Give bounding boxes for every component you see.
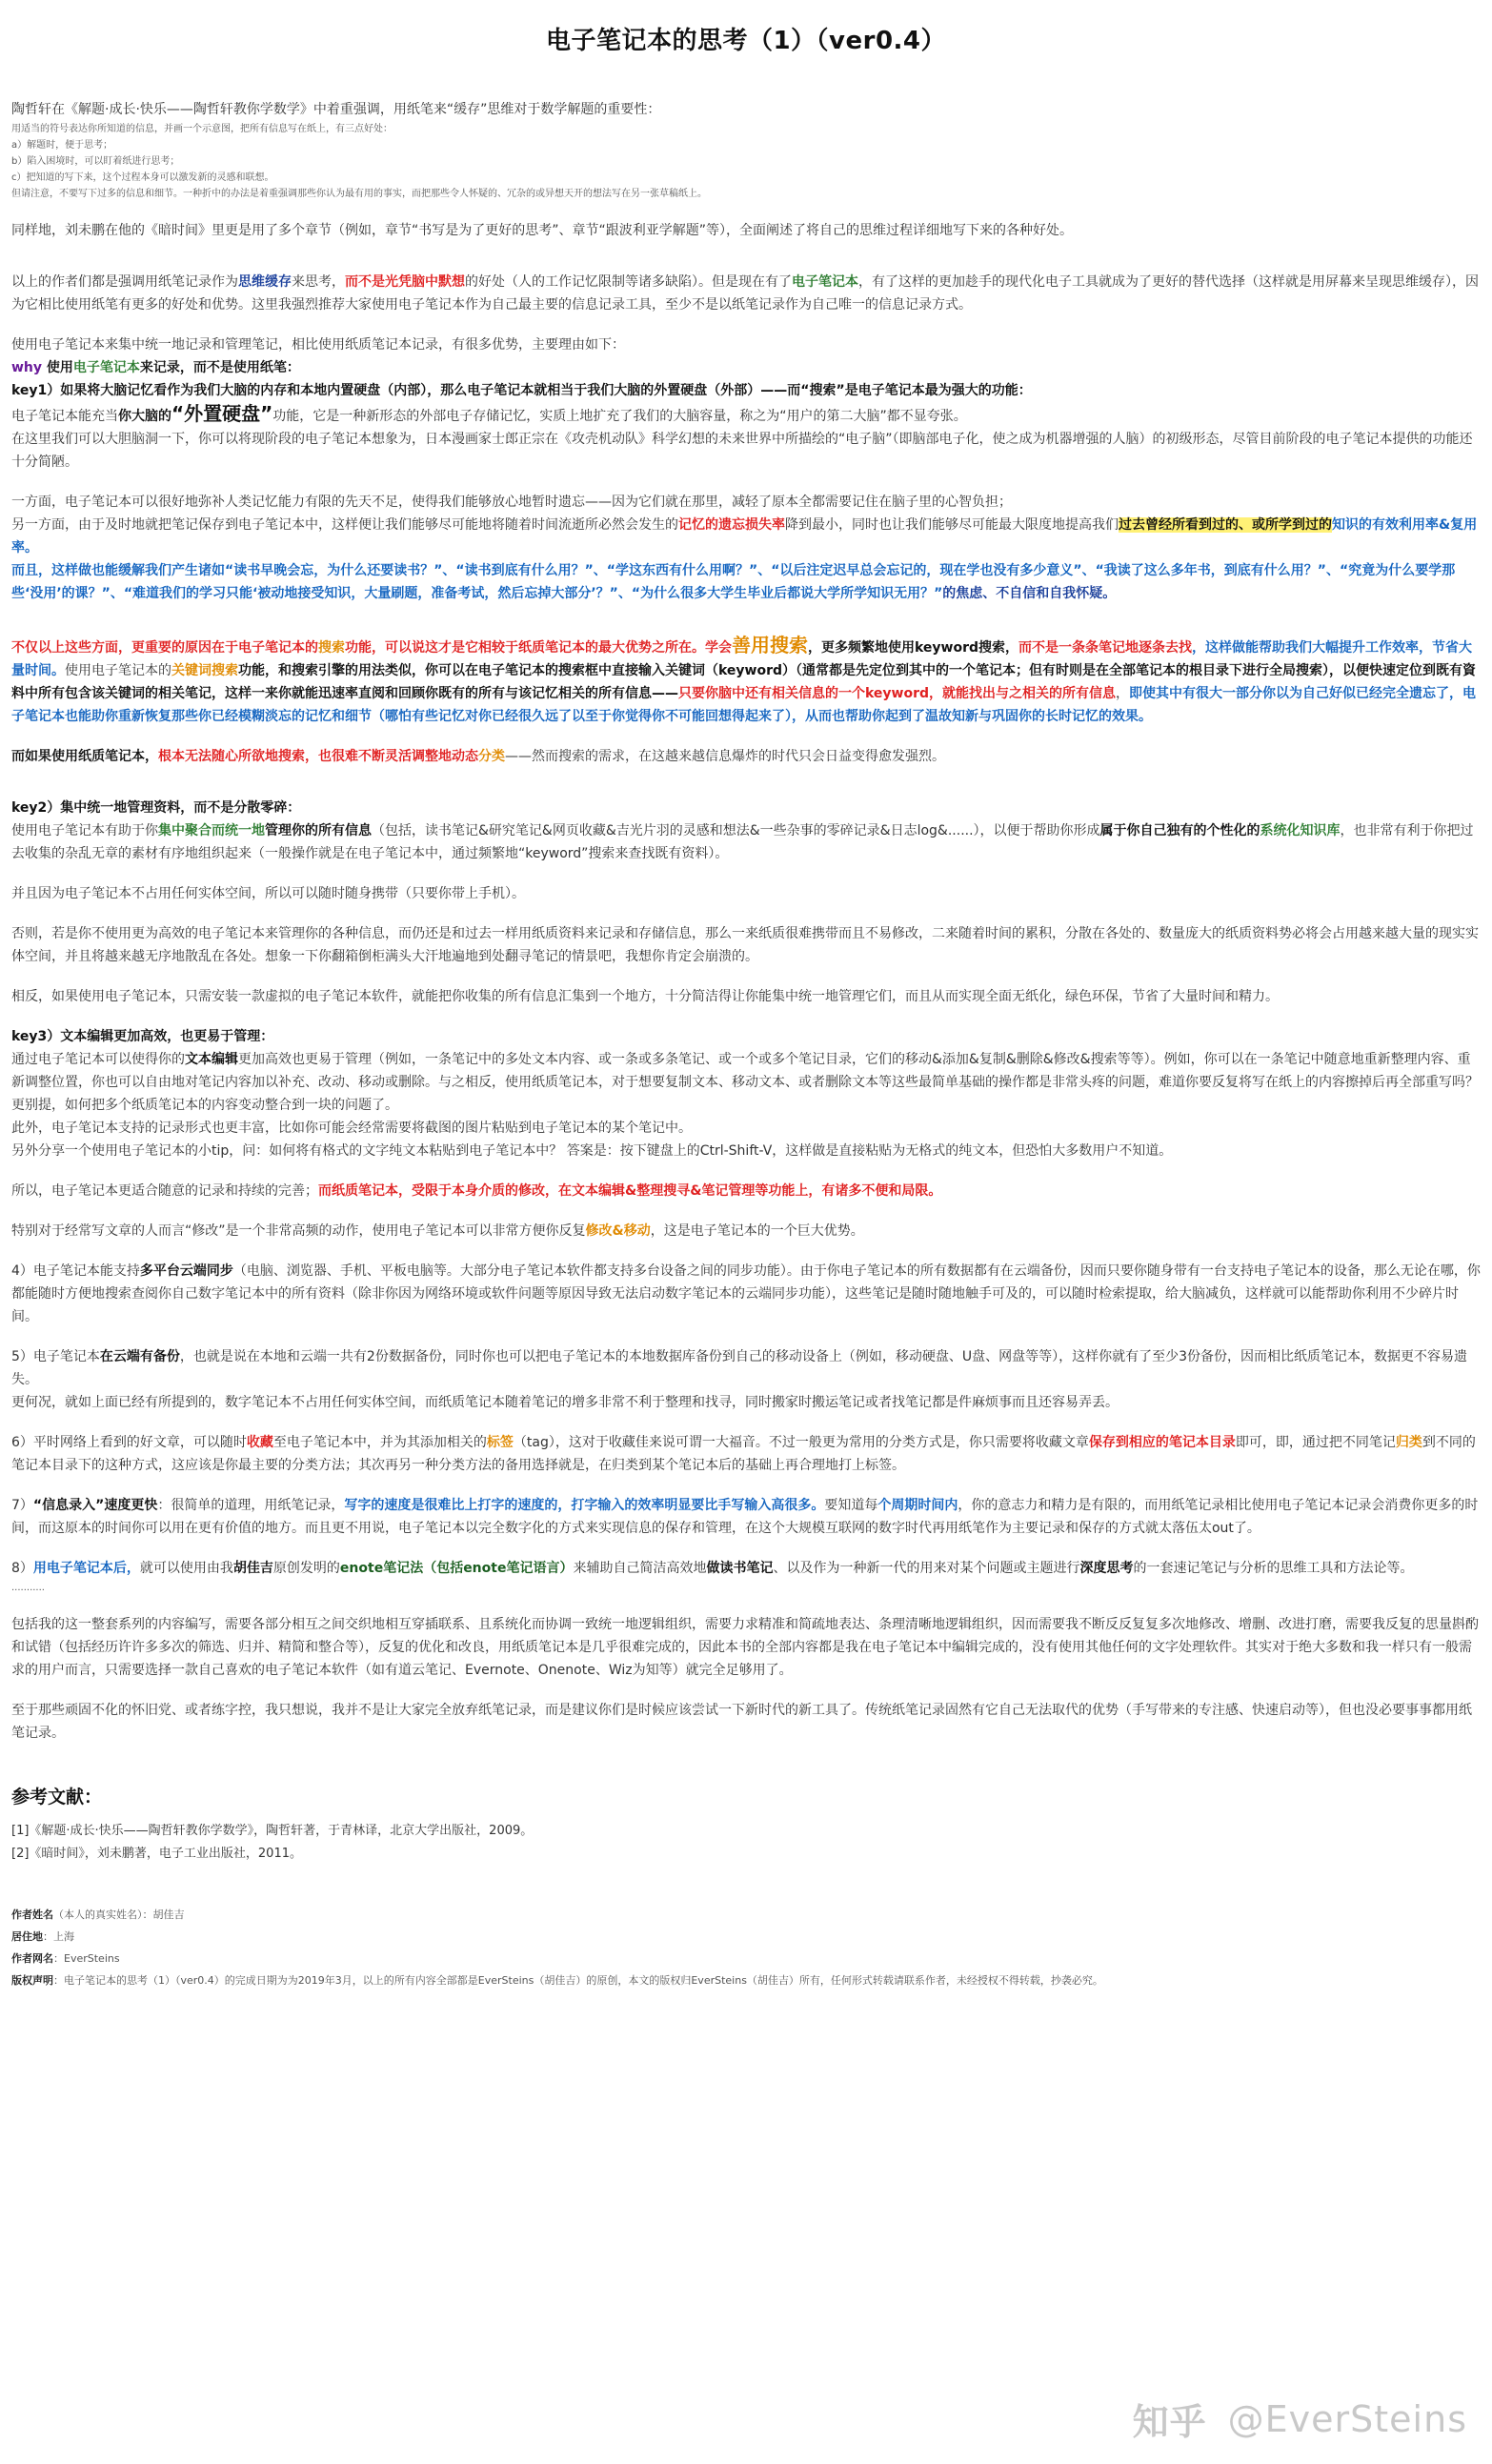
point-7: 7）“信息录入”速度更快：很简单的道理，用纸笔记录，写字的速度是很难比上打字的速度的，打字输入的效率明显要比手写输入高很多。要知道每个周期时间内，你的意志力和精力是有限的，而用纸笔记录相比使用电子笔记本记录会消费你更多的时间，而这原本的时间你可以用在更有价值的地方。而且更不用说，电子笔记本以完全数字化的方式来实现信息的保存和管理，在这个大规模互联网的数字时代再用纸笔作为主要记录和保存的方式就太落伍太out了。 [11, 1498, 1479, 1536]
intro-quote-line: a）解题时，便于思考； [11, 140, 113, 151]
key3-heading: key3）文本编辑更加高效，也更易于管理： [11, 1029, 274, 1044]
references-section [11, 1783, 1481, 1866]
reference-item: [2]《暗时间》，刘未鹏著，电子工业出版社，2011。 [11, 1847, 302, 1861]
intro-quote-line: c）把知道的写下来，这个过程本身可以激发新的灵感和联想。 [11, 172, 274, 183]
author-home: 居住地：上海 [11, 1930, 74, 1943]
point-5: 5）电子笔记本在云端有备份，也就是说在本地和云端一共有2份数据备份，同时你也可以把电子笔记本的本地数据库备份到自己的移动设备上（例如，移动硬盘、U盘、网盘等等），这样你就有了至少3份备份，因而相比纸质笔记本，数据更不容易遗失。 更何况，就如上面已经有所提到的，数字笔记本不占用任何实体空间，而纸质笔记本随着笔记的增多非常不利于整理和找寻，同时搬家时搬运笔记或者找笔记都是件麻烦事而且还容易弄丢。 [11, 1345, 1481, 1414]
point-4: 4）电子笔记本能支持多平台云端同步（电脑、浏览器、手机、平板电脑等。大部分电子笔记本软件都支持多台设备之间的同步功能）。由于你电子笔记本的所有数据都有在云端备份，因而只要你随身带有一台支持电子笔记本的设备，那么无论在哪，你都能随时方便地搜索查阅你自己数字笔记本中的所有资料（除非你因为网络环境或软件问题等原因导致无法启动数字笔记本的云端同步功能），这些笔记是随时随地触手可及的，可以随时检索提取，给大脑减负，这样就可以能帮助你利用不少碎片时间。 [11, 1263, 1481, 1324]
key1-p6: 不仅以上这些方面，更重要的原因在于电子笔记本的搜索功能，可以说这才是它相较于纸质笔记本的最大优势之所在。学会善用搜索，更多频繁地使用keyword搜索，而不是一条条笔记地逐条去找，这样做能帮助我们大幅提升工作效率，节省大量时间。使用电子笔记本的关键词搜索功能，和搜索引擎的用法类似，你可以在电子笔记本的搜索框中直接输入关键词（keyword）（通常都是先定位到其中的一个笔记本；但有时则是在全部笔记本的根目录下进行全局搜索），以便快速定位到既有資料中所有包含该关键词的相关笔记，这样一来你就能迅速率直阅和回顾你既有的所有与该记忆相关的所有信息——只要你脑中还有相关信息的一个keyword，就能找出与之相关的所有信息，即使其中有很大一部分你以为自己好似已经完全遗忘了，电子笔记本也能助你重新恢复那些你已经模糊淡忘的记忆和细节（哪怕有些记忆对你已经很久远了以至于你觉得你不可能回想得起来了），从而也帮助你起到了温故知新与巩固你的长时记忆的效果。 [11, 634, 1477, 724]
intro-quote-line: b）陷入困境时，可以盯着纸进行思考； [11, 156, 180, 167]
author-info [11, 1904, 1481, 1991]
key2-p1: 使用电子笔记本有助于你集中聚合而统一地管理你的所有信息（包括，读书笔记&研究笔记&网页收藏&吉光片羽的灵感和想法&一些杂事的零碎记录&日志log&......），以便于帮助你形成属于你自己独有的个性化的系统化知识库，也非常有利于你把过去收集的杂乱无章的素材有序地组织起来（一般操作就是在电子笔记本中，通过频繁地“keyword”搜索来查找既有资料）。 [11, 823, 1474, 861]
key1-p4: 另一方面，由于及时地就把笔记保存到电子笔记本中，这样便让我们能够尽可能地将随着时间流逝所必然会发生的记忆的遗忘损失率降到最小，同时也让我们能够尽可能最大限度地提高我们过去曾经所看到过的、或所学到过的知识的有效利用率&复用率。 [11, 517, 1478, 555]
intro-quote-line: 用适当的符号表达你所知道的信息，并画一个示意图，把所有信息写在纸上，有三点好处： [11, 124, 393, 134]
key1-section [11, 379, 1481, 768]
key2-p2: 并且因为电子笔记本不占用任何实体空间，所以可以随时随身携带（只要你带上手机）。 [11, 886, 525, 901]
key2-heading: key2）集中统一地管理资料，而不是分散零碎： [11, 800, 301, 816]
key1-p5: 而且，这样做也能缓解我们产生诸如“读书早晚会忘，为什么还要读书？”、“读书到底有什么用？”、“学这东西有什么用啊？”、“以后注定迟早总会忘记的，现在学也没有多少意义”、“我读了这么多年书，到底有什么用？”、“究竟为什么要学那些‘没用’的课？”、“难道我们的学习只能‘被动地接受知识，大量刷题，准备考试，然后忘掉大部分’？”、“为什么很多大学生毕业后都说大学所学知识无用？”的焦虑、不自信和自我怀疑。 [11, 563, 1456, 601]
key2-p3: 否则，若是你不使用更为高效的电子笔记本来管理你的各种信息，而仍还是和过去一样用纸质资料来记录和存储信息，那么一来纸质很难携带而且不易修改，二来随着时间的累积，分散在各处的、数量庞大的纸质资料势必将会占用越来越大量的现实实体空间，并且将越来越无序地散乱在各处。想象一下你翻箱倒柜满头大汗地遍地到处翻寻笔记的情景吧，我想你肯定会崩溃的。 [11, 926, 1479, 964]
key2-p4: 相反，如果使用电子笔记本，只需安装一款虚拟的电子笔记本软件，就能把你收集的所有信息汇集到一个地方，十分简洁得让你能集中统一地管理它们，而且从而实现全面无纸化，绿色环保，节省了大量时间和精力。 [11, 989, 1279, 1004]
key1-p7: 而如果使用纸质笔记本，根本无法随心所欲地搜索，也很难不断灵活调整地动态分类——然而搜索的需求，在这越来越信息爆炸的时代只会日益变得愈发强烈。 [11, 749, 945, 764]
key3-p5: 特别对于经常写文章的人而言“修改”是一个非常高频的动作，使用电子笔记本可以非常方便你反复修改&移动，这是电子笔记本的一个巨大优势。 [11, 1223, 864, 1239]
point-8: 8）用电子笔记本后，就可以使用由我胡佳吉原创发明的enote笔记法（包括enote笔记语言）来辅助自己简洁高效地做读书笔记、以及作为一种新一代的用来对某个问题或主题进行深度思考的一套速记笔记与分析的思维工具和方法论等。 ........... [11, 1557, 1481, 1596]
why-heading: why 使用电子笔记本来记录，而不是使用纸笔： [11, 360, 300, 375]
point-6: 6）平时网络上看到的好文章，可以随时收藏至电子笔记本中，并为其添加相关的标签（tag），这对于收藏佳来说可谓一大福音。不过一般更为常用的分类方式是，你只需要将收藏文章保存到相应的笔记本目录即可，即，通过把不同笔记归类到不同的笔记本目录下的这种方式，这应该是你最主要的分类方法；其次再另一种分类方法的备用选择就是，在归类到某个笔记本后的基础上再合理地打上标签。 [11, 1435, 1476, 1473]
references-heading: 参考文献： [11, 1787, 103, 1808]
point-5-continued: 更何况，就如上面已经有所提到的，数字笔记本不占用任何实体空间，而纸质笔记本随着笔记的增多非常不利于整理和找寻，同时搬家时搬运笔记或者找笔记都是件麻烦事而且还容易弄丢。 [11, 1395, 1119, 1410]
key3-p1: 通过电子笔记本可以使得你的文本编辑更加高效也更易于管理（例如，一条笔记中的多处文本内容、或一条或多条笔记、或一个或多个笔记目录，它们的移动&添加&复制&删除&修改&搜索等等）。例如，你可以在一条笔记中随意地重新整理内容、重新调整位置，你也可以自由地对笔记内容加以补充、改动、移动或删除。与之相反，使用纸质笔记本，对于想要复制文本、移动文本、或者删除文本等这些最简单基础的操作都是非常头疼的问题，难道你要反复将写在纸上的内容擦掉后再全部重写吗？更别提，如何把多个纸质笔记本的内容变动整合到一块的问题了。 [11, 1052, 1479, 1113]
key3-p2: 此外，电子笔记本支持的记录形式也更丰富，比如你可能会经常需要将截图的图片粘贴到电子笔记本的某个笔记中。 [11, 1121, 692, 1136]
closing-paragraph-1: 包括我的这一整套系列的内容编写，需要各部分相互之间交织地相互穿插联系、且系统化而协调一致统一地逻辑组织，需要力求精准和简疏地表达、条理清晰地逻辑组织，因而需要我不断反反复复多次地修改、增删、改进打磨，需要我反复的思量斟酌和试错（包括经历许许多多次的筛选、归并、精简和整合等），反复的优化和改良，用纸质笔记本是几乎很难完成的，因此本书的全部内容都是我在电子笔记本中编辑完成的，没有使用其他任何的文字处理软件。其实对于绝大多数和我一样只有一般需求的用户而言，只需要选择一款自己喜欢的电子笔记本软件（如有道云笔记、Evernote、Onenote、Wiz为知等）就完全足够用了。 [11, 1617, 1479, 1678]
reference-item: [1]《解题·成长·快乐——陶哲轩教你学数学》，陶哲轩著，于青林译，北京大学出版社，2009。 [11, 1824, 534, 1838]
key1-heading: key1）如果将大脑记忆看作为我们大脑的内存和本地内置硬盘（内部），那么电子笔记本就相当于我们大脑的外置硬盘（外部）——而“搜索”是电子笔记本最为强大的功能： [11, 383, 1032, 398]
paragraph-authors: 以上的作者们都是强调用纸笔记录作为思维缓存来思考，而不是光凭脑中默想的好处（人的工作记忆限制等诸多缺陷）。但是现在有了电子笔记本，有了这样的更加趁手的现代化电子工具就成为了更好的替代选择（这样就是用屏幕来呈现思维缓存），因为它相比使用纸笔有更多的好处和优势。这里我强烈推荐大家使用电子笔记本作为自己最主要的信息记录工具，至少不是以纸笔记录作为自己唯一的信息记录方式。 [11, 274, 1479, 313]
author-alias: 作者网名：EverSteins [11, 1952, 120, 1965]
key3-p4: 所以，电子笔记本更适合随意的记录和持续的完善；而纸质笔记本，受限于本身介质的修改，在文本编辑&整理搜寻&笔记管理等功能上，有诸多不便和局限。 [11, 1183, 942, 1199]
zhihu-watermark [1133, 2393, 1467, 2445]
key3-section [11, 1025, 1481, 1242]
page-title: 电子笔记本的思考（1）（ver0.4） [545, 27, 947, 55]
key2-section [11, 797, 1481, 1008]
intro-text: 陶哲轩在《解题·成长·快乐——陶哲轩教你学数学》中着重强调，用纸笔来“缓存”思维对于数学解题的重要性： [11, 102, 661, 117]
zhihu-logo: 知乎 [1132, 2401, 1207, 2443]
key3-p3: 另外分享一个使用电子笔记本的小tip，问：如何将有格式的文字纯文本粘贴到电子笔记本中？ 答案是：按下键盘上的Ctrl-Shift-V，这样做是直接粘贴为无格式的纯文本，但恐怕大多数用户不知道。 [11, 1143, 1173, 1159]
key1-p3: 一方面，电子笔记本可以很好地弥补人类记忆能力有限的先天不足，使得我们能够放心地暂时遗忘——因为它们就在那里，减轻了原本全都需要记住在脑子里的心智负担； [11, 495, 1012, 510]
key1-p2: 在这里我们可以大胆脑洞一下，你可以将现阶段的电子笔记本想象为，日本漫画家士郎正宗在《攻壳机动队》科学幻想的未来世界中所描绘的“电子脑”（即脑部电子化，使之成为机器增强的人脑）的初级形态，尽管目前阶段的电子笔记本提供的功能还十分简陋。 [11, 432, 1473, 470]
key1-p1: 电子笔记本能充当你大脑的“外置硬盘”功能，它是一种新形态的外部电子存储记忆，实质上地扩充了我们的大脑容量，称之为“用户的第二大脑”都不显夸张。 [11, 402, 967, 425]
copyright-notice: 版权声明：电子笔记本的思考（1）（ver0.4）的完成日期为为2019年3月，以上的所有内容全部都是EverSteins（胡佳吉）的原创，本文的版权归EverSteins（胡佳吉）所有，任何形式转载请联系作者，未经授权不得转载，抄袭必究。 [11, 1974, 1103, 1987]
watermark-handle: @EverSteins [1227, 2397, 1467, 2440]
author-name: 作者姓名（本人的真实姓名）：胡佳吉 [11, 1909, 185, 1921]
paragraph-use: 使用电子笔记本来集中统一地记录和管理笔记，相比使用纸质笔记本记录，有很多优势，主要理由如下： [11, 337, 625, 353]
closing-paragraph-2: 至于那些顽固不化的怀旧党、或者练字控，我只想说，我并不是让大家完全放弃纸笔记录，而是建议你们是时候应该尝试一下新时代的新工具了。传统纸笔记录固然有它自己无法取代的优势（手写带来的专注感、快速启动等），但也没必要事事都用纸笔记录。 [11, 1703, 1472, 1741]
paragraph-liu: 同样地，刘未鹏在他的《暗时间》里更是用了多个章节（例如，章节“书写是为了更好的思考”、章节“跟波利亚学解题”等），全面阐述了将自己的思维过程详细地写下来的各种好处。 [11, 223, 1074, 238]
ellipsis: ........... [11, 1583, 45, 1593]
intro-section [11, 98, 1481, 202]
intro-quote-line: 但请注意，不要写下过多的信息和细节。一种折中的办法是着重强调那些你认为最有用的事实，而把那些令人怀疑的、冗杂的或异想天开的想法写在另一张草稿纸上。 [11, 189, 707, 199]
